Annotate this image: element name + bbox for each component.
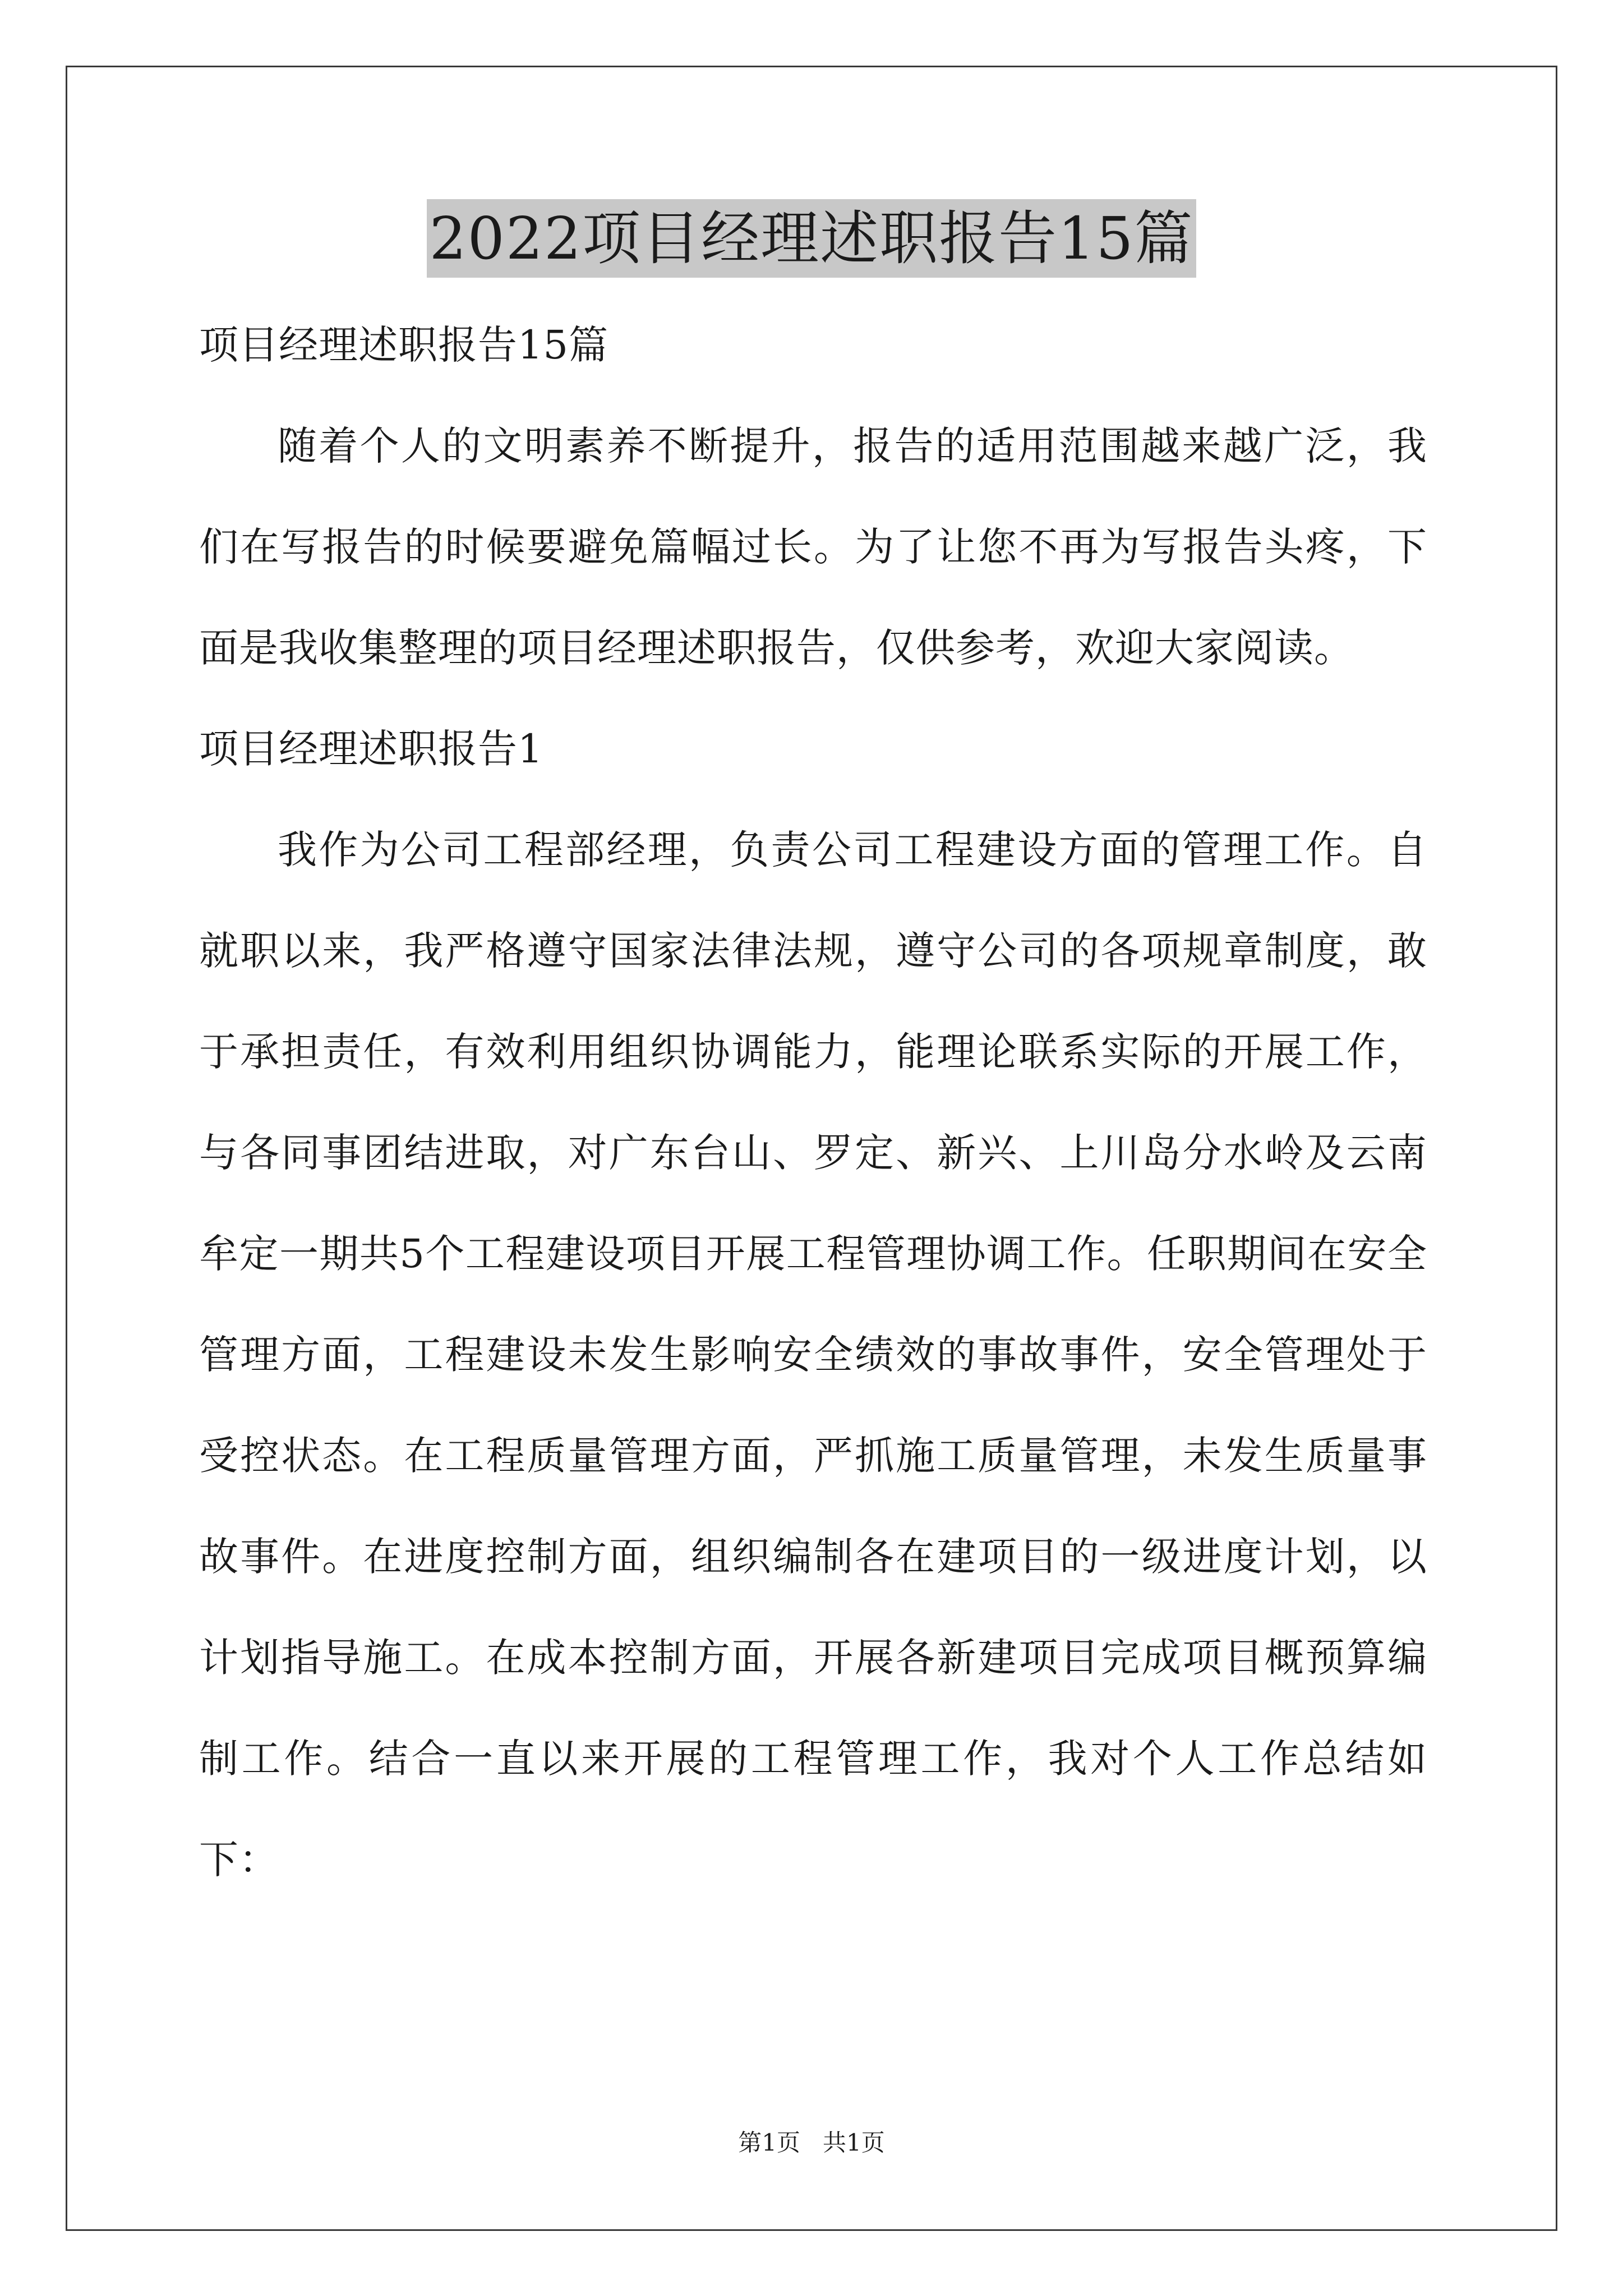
intro-paragraph: 随着个人的文明素养不断提升，报告的适用范围越来越广泛，我们在写报告的时候要避免篇幅过长。为了让您不再为写报告头疼，下面是我收集整理的项目经理述职报告，仅供参考，欢迎大家阅读。 [199, 423, 1427, 671]
document-title: 2022项目经理述职报告15篇 [427, 199, 1196, 278]
title-container [0, 199, 1623, 278]
document-body [199, 295, 1427, 1910]
section-paragraph: 我作为公司工程部经理，负责公司工程建设方面的管理工作。自就职以来，我严格遵守国家法律法规，遵守公司的各项规章制度，敢于承担责任，有效利用组织协调能力，能理论联系实际的开展工作，与各同事团结进取，对广东台山、罗定、新兴、上川岛分水岭及云南牟定一期共5个工程建设项目开展工程管理协调工作。任职期间在安全管理方面，工程建设未发生影响安全绩效的事故事件，安全管理处于受控状态。在工程质量管理方面，严抓施工质量管理，未发生质量事故事件。在进度控制方面，组织编制各在建项目的一级进度计划，以计划指导施工。在成本控制方面，开展各新建项目完成项目概预算编制工作。结合一直以来开展的工程管理工作，我对个人工作总结如下： [199, 827, 1427, 1883]
subtitle: 项目经理述职报告15篇 [199, 322, 609, 368]
page-footer: 第1页 共1页 [738, 2129, 885, 2156]
section-heading: 项目经理述职报告1 [199, 726, 543, 772]
